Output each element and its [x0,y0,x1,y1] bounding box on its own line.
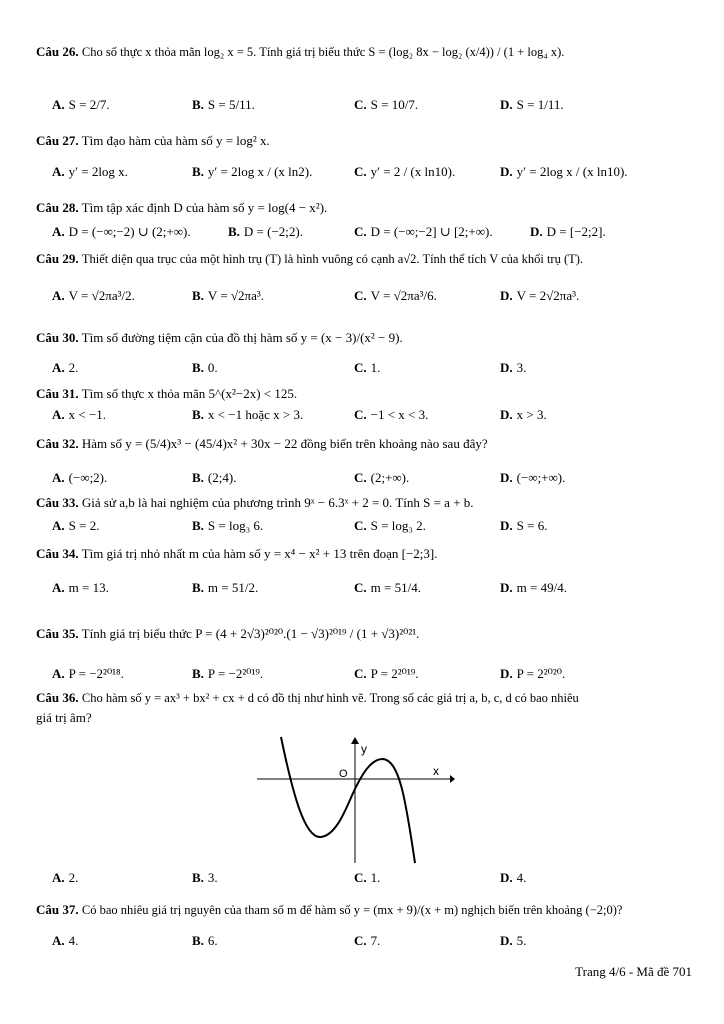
option-d[interactable]: D. S = 1/11. [500,97,564,112]
y-axis-arrow [351,737,359,744]
question-stem: Giả sử a,b là hai nghiệm của phương trình 9ˣ − 6.3ˣ + 2 = 0. Tính S = a + b. [81,495,474,510]
option-d[interactable]: D. m = 49/4. [500,580,567,595]
option-c[interactable]: C. V = √2πa³/6. [354,288,437,303]
question-stem: Tìm đạo hàm của hàm số y = log² x. [81,133,270,148]
question-28 [36,200,696,216]
options-26 [52,95,692,115]
options-29 [52,286,692,306]
question-36 [36,690,696,706]
origin-label: O [339,768,348,780]
option-d[interactable]: D. D = [−2;2]. [530,224,606,239]
y-axis-label: y [361,742,367,756]
option-c[interactable]: C. y′ = 2 / (x ln10). [354,164,456,179]
options-37 [52,931,692,951]
question-stem: Thiết diện qua trục của một hình trụ (T) là hình vuông có cạnh a√2. Tính thể tích V của khối trụ (T). [81,252,584,266]
question-stem: Cho hàm số y = ax³ + bx² + cx + d có đồ thị như hình vẽ. Trong số các giá trị a, b, c, d có bao nhiêu [81,691,579,705]
option-a[interactable]: A. y′ = 2log x. [52,164,128,179]
question-stem: Tìm tập xác định D của hàm số y = log(4 − x²). [81,200,328,215]
option-d[interactable]: D. x > 3. [500,407,547,422]
options-36 [52,868,692,888]
option-b[interactable]: B. 6. [192,933,218,948]
option-a[interactable]: A. V = √2πa³/2. [52,288,135,303]
options-35 [52,664,692,684]
option-b[interactable]: B. S = log₃ 6. [192,518,264,533]
question-32 [36,436,696,452]
cubic-curve [281,737,415,863]
options-30 [52,358,692,378]
options-32 [52,468,692,488]
question-33 [36,495,696,511]
question-stem: Tìm số thực x thỏa mãn 5^(x²−2x) < 125. [81,386,298,401]
question-26 [36,44,696,60]
option-b[interactable]: B. m = 51/2. [192,580,259,595]
question-stem: Tìm số đường tiệm cận của đồ thị hàm số y = (x − 3)/(x² − 9). [81,330,403,345]
option-d[interactable]: D. 5. [500,933,527,948]
option-b[interactable]: B. 3. [192,870,218,885]
x-axis-label: x [433,764,439,778]
question-label: Câu 33. [36,495,79,510]
option-a[interactable]: A. x < −1. [52,407,107,422]
cubic-graph [255,735,455,865]
question-label: Câu 32. [36,436,79,451]
option-b[interactable]: B. (2;4). [192,470,237,485]
option-a[interactable]: A. D = (−∞;−2) ∪ (2;+∞). [52,224,191,239]
option-a[interactable]: A. m = 13. [52,580,109,595]
question-stem: Hàm số y = (5/4)x³ − (45/4)x² + 30x − 22 đồng biến trên khoảng nào sau đây? [81,436,488,451]
option-c[interactable]: C. 1. [354,360,381,375]
question-stem: Tìm giá trị nhỏ nhất m của hàm số y = x⁴ − x² + 13 trên đoạn [−2;3]. [81,546,438,561]
option-d[interactable]: D. y′ = 2log x / (x ln10). [500,164,628,179]
question-31 [36,386,696,402]
question-label: Câu 28. [36,200,79,215]
options-28 [52,222,692,242]
options-34 [52,578,692,598]
option-d[interactable]: D. 4. [500,870,527,885]
question-label: Câu 34. [36,546,79,561]
option-d[interactable]: D. V = 2√2πa³. [500,288,580,303]
question-label: Câu 35. [36,626,79,641]
option-b[interactable]: B. V = √2πa³. [192,288,265,303]
option-b[interactable]: B. P = −2²⁰¹⁹. [192,666,264,681]
option-d[interactable]: D. 3. [500,360,527,375]
option-c[interactable]: C. 1. [354,870,381,885]
x-axis-arrow [450,775,455,783]
question-label: Câu 36. [36,690,79,705]
option-b[interactable]: B. x < −1 hoặc x > 3. [192,407,304,422]
option-a[interactable]: A. S = 2. [52,518,100,533]
question-30 [36,330,696,346]
option-a[interactable]: A. S = 2/7. [52,97,110,112]
option-c[interactable]: C. m = 51/4. [354,580,421,595]
option-b[interactable]: B. 0. [192,360,218,375]
option-d[interactable]: D. (−∞;+∞). [500,470,566,485]
question-stem: Cho số thực x thỏa mãn log₂ x = 5. Tính giá trị biểu thức S = (log₂ 8x − log₂ (x/4)) / (1 + log₄ x). [81,45,565,59]
option-c[interactable]: C. −1 < x < 3. [354,407,429,422]
question-37 [36,902,696,918]
question-label: Câu 31. [36,386,79,401]
question-29 [36,251,696,267]
options-33 [52,516,692,536]
option-d[interactable]: D. S = 6. [500,518,548,533]
option-a[interactable]: A. 4. [52,933,79,948]
question-36-cont [36,710,696,726]
question-label: Câu 30. [36,330,79,345]
question-label: Câu 26. [36,44,79,59]
question-label: Câu 37. [36,902,79,917]
question-stem-continued: giá trị âm? [36,710,92,725]
question-label: Câu 27. [36,133,79,148]
option-b[interactable]: B. y′ = 2log x / (x ln2). [192,164,313,179]
question-35 [36,626,696,642]
option-a[interactable]: A. 2. [52,360,79,375]
option-a[interactable]: A. 2. [52,870,79,885]
options-31 [52,405,692,425]
option-c[interactable]: C. S = log₃ 2. [354,518,426,533]
options-27 [52,162,692,182]
question-stem: Có bao nhiêu giá trị nguyên của tham số m để hàm số y = (mx + 9)/(x + m) nghịch biến trên khoảng (−2;0)? [81,903,623,917]
option-c[interactable]: C. (2;+∞). [354,470,410,485]
question-27 [36,133,696,149]
option-c[interactable]: C. P = 2²⁰¹⁹. [354,666,419,681]
option-b[interactable]: B. D = (−2;2). [228,224,303,239]
option-c[interactable]: C. S = 10/7. [354,97,419,112]
option-d[interactable]: D. P = 2²⁰²⁰. [500,666,566,681]
option-b[interactable]: B. S = 5/11. [192,97,255,112]
question-label: Câu 29. [36,251,79,266]
question-stem: Tính giá trị biểu thức P = (4 + 2√3)²⁰²⁰.(1 − √3)²⁰¹⁹ / (1 + √3)²⁰²¹. [81,626,420,641]
option-a[interactable]: A. P = −2²⁰¹⁸. [52,666,124,681]
page-footer: Trang 4/6 - Mã đề 701 [575,964,692,979]
option-a[interactable]: A. (−∞;2). [52,470,108,485]
option-c[interactable]: C. D = (−∞;−2] ∪ [2;+∞). [354,224,493,239]
question-34 [36,546,696,562]
option-c[interactable]: C. 7. [354,933,381,948]
